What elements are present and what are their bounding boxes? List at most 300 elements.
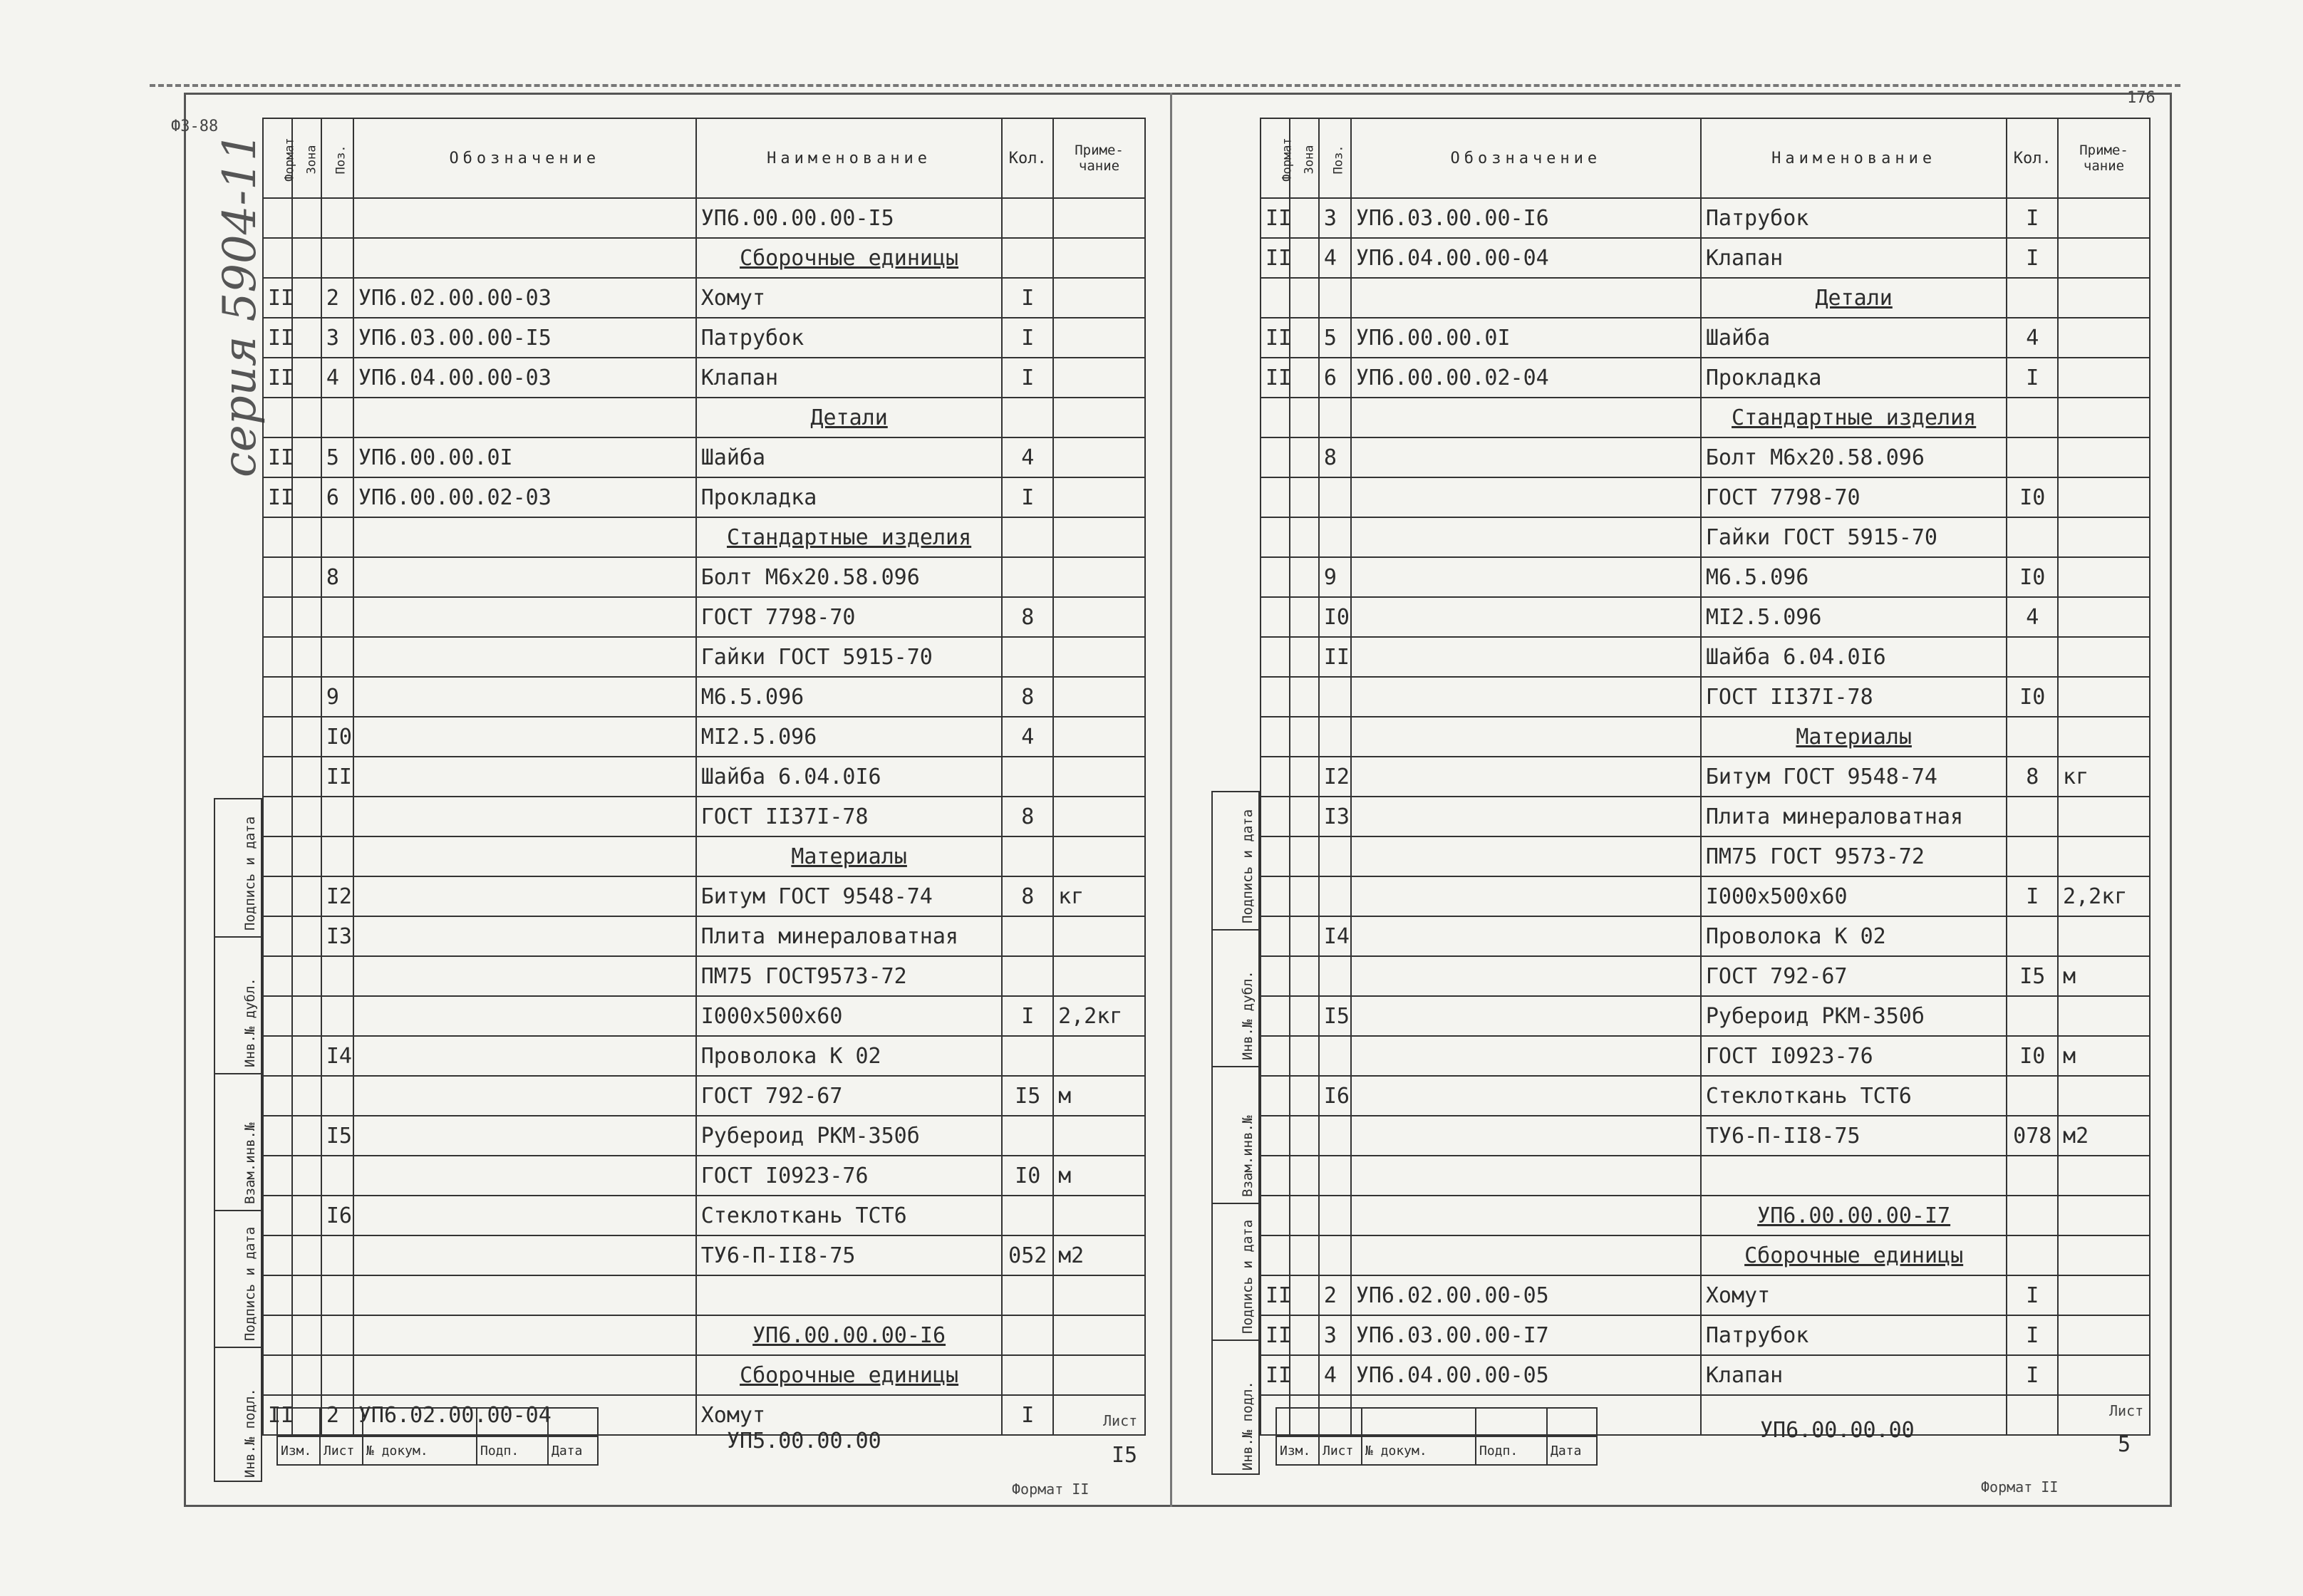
table-row [1261,1235,2150,1275]
cell-note [1053,637,1145,677]
cell-note [1053,477,1145,517]
cell-zone [292,557,321,597]
cell-zone [292,358,321,398]
cell-designation [353,996,696,1036]
cell-note [2058,238,2150,278]
cell-pos: 9 [1319,557,1351,597]
cell-zone [292,238,321,278]
table-row [1261,1355,2150,1395]
cell-name: УП6.00.00.00-I5 [696,198,1003,238]
cell-format [1261,836,1290,876]
cell-qty [1002,836,1053,876]
cell-pos: I4 [1319,916,1351,956]
cell-qty [2007,437,2058,477]
table-row [1261,318,2150,358]
cell-pos: I0 [1319,597,1351,637]
cell-note [2058,517,2150,557]
cell-note [1053,956,1145,996]
cell-note [1053,557,1145,597]
cell-pos: 2 [1319,1275,1351,1315]
cell-zone [292,1196,321,1235]
cell-zone [1290,836,1319,876]
table-row [263,956,1145,996]
table-row [1261,1116,2150,1156]
side-label: Подпись и дата [242,1226,258,1341]
cell-name: ГОСТ 7798-70 [696,597,1003,637]
cell-name: УП6.00.00.00-I6 [696,1315,1003,1355]
cell-qty: 8 [1002,677,1053,717]
cell-note [1053,358,1145,398]
cell-designation [1351,717,1701,757]
cell-qty [2007,637,2058,677]
cell-qty: 8 [1002,597,1053,637]
cell-designation [353,198,696,238]
cell-note [1053,1315,1145,1355]
cell-designation [1351,836,1701,876]
cell-pos: I4 [321,1036,353,1076]
cell-name: ГОСТ I0923-76 [1701,1036,2007,1076]
cell-name: Рубероид РКМ-350б [1701,996,2007,1036]
cell-designation [353,797,696,836]
cell-designation [353,757,696,797]
cell-pos [1319,956,1351,996]
table-row [1261,1196,2150,1235]
table-row [1261,1036,2150,1076]
cell-pos [321,1156,353,1196]
cell-zone [292,717,321,757]
cell-designation [353,597,696,637]
cell-qty [1002,1116,1053,1156]
cell-format [1261,278,1290,318]
cell-pos [1319,1116,1351,1156]
cell-qty: I [1002,318,1053,358]
cell-format [263,757,292,797]
cell-pos [1319,278,1351,318]
cell-format [1261,1156,1290,1196]
cell-qty [2007,517,2058,557]
cell-zone [292,1036,321,1076]
cell-name: Гайки ГОСТ 5915-70 [1701,517,2007,557]
cell-designation [353,1196,696,1235]
cell-name: Патрубок [1701,1315,2007,1355]
table-row [263,757,1145,797]
cell-format [1261,517,1290,557]
header-designation: Обозначение [1351,118,1701,198]
table-row [263,836,1145,876]
table-row [263,318,1145,358]
cell-zone [1290,996,1319,1036]
cell-format: II [263,477,292,517]
cell-pos [321,797,353,836]
cell-format [1261,757,1290,797]
cell-format: II [1261,198,1290,238]
cell-designation [1351,437,1701,477]
cell-qty [2007,916,2058,956]
cell-pos: I6 [1319,1076,1351,1116]
cell-name: УП6.00.00.00-I7 [1701,1196,2007,1235]
table-row [1261,757,2150,797]
cell-qty: 078 [2007,1116,2058,1156]
cell-qty [1002,916,1053,956]
cell-name: Патрубок [696,318,1003,358]
cell-pos [321,1235,353,1275]
header-format: Формат [263,118,292,198]
cell-zone [292,1116,321,1156]
cell-zone [292,1076,321,1116]
cell-name: ГОСТ II37I-78 [696,797,1003,836]
cell-designation [1351,1076,1701,1116]
cell-pos [321,1315,353,1355]
cell-name: МI2.5.096 [696,717,1003,757]
cell-qty: I [2007,1275,2058,1315]
cell-zone [1290,956,1319,996]
corner-code-left: ФЗ-88 [171,118,219,135]
cell-note [2058,1156,2150,1196]
cell-pos: II [321,757,353,797]
cell-designation [1351,398,1701,437]
cell-format [1261,956,1290,996]
cell-designation [353,956,696,996]
cell-designation [353,1156,696,1196]
cell-format: II [1261,318,1290,358]
cell-format [1261,916,1290,956]
cell-name: ГОСТ 792-67 [696,1076,1003,1116]
side-labels-left [214,798,262,1482]
cell-qty [2007,278,2058,318]
cell-qty: 8 [1002,876,1053,916]
cell-format: II [1261,1275,1290,1315]
cell-pos: 2 [321,1395,353,1435]
cell-designation [353,398,696,437]
cell-name: Клапан [1701,1355,2007,1395]
cell-qty [1002,398,1053,437]
cell-format: II [263,278,292,318]
cell-name: Материалы [696,836,1003,876]
cell-zone [1290,437,1319,477]
cell-qty [1002,637,1053,677]
cell-zone [292,1315,321,1355]
cell-designation [1351,876,1701,916]
cell-name: ПМ75 ГОСТ9573-72 [696,956,1003,996]
cell-qty: I [2007,238,2058,278]
cell-designation: УП6.03.00.00-I7 [1351,1315,1701,1355]
cell-format [1261,876,1290,916]
cell-zone [292,318,321,358]
side-label: Инв.№ дубл. [1240,970,1256,1060]
cell-zone [292,1275,321,1315]
cell-qty [2007,1076,2058,1116]
cell-pos [321,597,353,637]
cell-qty: I [2007,1355,2058,1395]
cell-note [2058,1275,2150,1315]
cell-pos: 6 [321,477,353,517]
cell-pos: I6 [321,1196,353,1235]
cell-note [1053,437,1145,477]
cell-zone [1290,198,1319,238]
cell-note [1053,1036,1145,1076]
cell-zone [292,996,321,1036]
stamp-podp: Подп. [1476,1436,1547,1465]
cell-name [1701,1156,2007,1196]
cell-designation: УП6.03.00.00-I5 [353,318,696,358]
cell-zone [292,198,321,238]
cell-format [263,916,292,956]
cell-zone [292,398,321,437]
cell-zone [1290,597,1319,637]
cell-zone [1290,398,1319,437]
table-row [1261,1156,2150,1196]
table-row [263,398,1145,437]
cell-designation [353,1235,696,1275]
cell-zone [1290,1275,1319,1315]
cell-designation [353,1315,696,1355]
cell-qty [1002,557,1053,597]
cell-format [263,1355,292,1395]
cell-pos: 4 [1319,1355,1351,1395]
cell-name: ПМ75 ГОСТ 9573-72 [1701,836,2007,876]
cell-name: Плита минераловатная [696,916,1003,956]
cell-note [1053,916,1145,956]
cell-zone [1290,278,1319,318]
cell-format [1261,1235,1290,1275]
cell-format: II [1261,238,1290,278]
cell-designation [353,717,696,757]
cell-pos: 5 [1319,318,1351,358]
table-row [1261,557,2150,597]
cell-designation [353,1036,696,1076]
cell-note [2058,637,2150,677]
cell-format [1261,637,1290,677]
cell-format: II [1261,358,1290,398]
table-row [1261,437,2150,477]
table-row [263,517,1145,557]
header-pos: Поз. [1319,118,1351,198]
stamp-izm: Изм. [277,1436,320,1465]
cell-name: Плита минераловатная [1701,797,2007,836]
cell-designation: УП6.00.00.02-04 [1351,358,1701,398]
header-note: Приме-чание [1053,118,1145,198]
cell-format [263,1196,292,1235]
center-fold [1170,93,1172,1507]
cell-name: I000х500х60 [1701,876,2007,916]
cell-designation: УП6.00.00.0I [353,437,696,477]
cell-pos [321,1275,353,1315]
cell-zone [1290,757,1319,797]
cell-zone [1290,797,1319,836]
stamp-izm: Изм. [1276,1436,1319,1465]
cell-qty: I0 [2007,677,2058,717]
table-row [1261,876,2150,916]
cell-note [2058,1196,2150,1235]
cell-note: м2 [1053,1235,1145,1275]
cell-note: 2,2кг [1053,996,1145,1036]
table-row [263,1355,1145,1395]
cell-qty [2007,1156,2058,1196]
table-row [1261,198,2150,238]
table-row [263,597,1145,637]
title-block-right [1275,1407,1598,1466]
table-row [1261,238,2150,278]
cell-format [263,797,292,836]
cell-format [263,876,292,916]
cell-pos: 9 [321,677,353,717]
cell-qty [2007,398,2058,437]
table-row [263,1275,1145,1315]
cell-format [1261,398,1290,437]
cell-zone [1290,1116,1319,1156]
cell-name: I000х500х60 [696,996,1003,1036]
cell-pos: 3 [1319,198,1351,238]
side-label: Инв.№ подл. [242,1388,258,1478]
cell-name: Стандартные изделия [696,517,1003,557]
cell-name: Сборочные единицы [1701,1235,2007,1275]
cell-qty [2007,1395,2058,1435]
cell-note [2058,1315,2150,1355]
cell-zone [292,1235,321,1275]
cell-zone [1290,916,1319,956]
format-left: Формат II [1012,1481,1090,1498]
cell-note: м [1053,1156,1145,1196]
cell-note [2058,1076,2150,1116]
cell-designation: УП6.04.00.00-03 [353,358,696,398]
cell-pos: I2 [321,876,353,916]
cell-qty [2007,996,2058,1036]
cell-format [1261,1036,1290,1076]
cell-qty [1002,1315,1053,1355]
title-block-left [276,1407,599,1466]
cell-pos [1319,398,1351,437]
cell-name: Стеклоткань ТСТ6 [696,1196,1003,1235]
cell-zone [292,477,321,517]
cell-qty: I0 [2007,1036,2058,1076]
cell-zone [1290,238,1319,278]
cell-qty: I5 [1002,1076,1053,1116]
table-row [263,1036,1145,1076]
stamp-list: Лист [1319,1436,1362,1465]
table-row [1261,597,2150,637]
cell-pos [321,1076,353,1116]
cell-designation: УП6.00.00.02-03 [353,477,696,517]
cell-format [1261,597,1290,637]
table-row [1261,1076,2150,1116]
cell-designation: УП6.03.00.00-I6 [1351,198,1701,238]
side-label: Подпись и дата [1240,809,1256,923]
cell-designation: УП6.04.00.00-05 [1351,1355,1701,1395]
cell-designation [1351,278,1701,318]
cell-format [263,557,292,597]
cell-qty [2007,836,2058,876]
cell-qty [1002,517,1053,557]
cell-designation [1351,557,1701,597]
cell-pos [1319,1196,1351,1235]
cell-format [263,1315,292,1355]
cell-zone [292,517,321,557]
cell-name: ГОСТ 792-67 [1701,956,2007,996]
cell-name: ГОСТ 7798-70 [1701,477,2007,517]
cell-zone [1290,477,1319,517]
cell-designation [353,1355,696,1395]
cell-designation [353,836,696,876]
cell-note [1053,597,1145,637]
cell-format [263,996,292,1036]
cell-pos [321,398,353,437]
cell-pos: 3 [1319,1315,1351,1355]
cell-note [1053,1196,1145,1235]
cell-note [1053,1275,1145,1315]
side-label: Подпись и дата [242,816,258,931]
cell-designation: УП6.04.00.00-04 [1351,238,1701,278]
cell-designation: УП6.02.00.00-03 [353,278,696,318]
cell-note [1053,198,1145,238]
cell-name: Патрубок [1701,198,2007,238]
cell-format: II [263,1395,292,1435]
cell-format: II [263,437,292,477]
cell-note [2058,597,2150,637]
cell-note [1053,398,1145,437]
cell-name: М6.5.096 [1701,557,2007,597]
table-row [263,477,1145,517]
cell-zone [292,278,321,318]
cell-zone [292,437,321,477]
cell-qty: 4 [1002,717,1053,757]
cell-format [1261,797,1290,836]
cell-qty: 8 [2007,757,2058,797]
cell-note [1053,836,1145,876]
cell-name: Хомут [1701,1275,2007,1315]
cell-name: Рубероид РКМ-350б [696,1116,1003,1156]
cell-qty: I [1002,358,1053,398]
cell-note [2058,278,2150,318]
cell-pos [1319,677,1351,717]
cell-zone [1290,876,1319,916]
cell-qty [1002,1036,1053,1076]
header-note: Приме-чание [2058,118,2150,198]
cell-designation [1351,1156,1701,1196]
cell-pos [1319,1235,1351,1275]
sheet-label-left: Лист [1103,1412,1138,1429]
cell-note [2058,996,2150,1036]
cell-name: Материалы [1701,717,2007,757]
stamp-ndoc: № докум. [363,1436,477,1465]
cell-name: Клапан [696,358,1003,398]
table-row [263,1235,1145,1275]
cell-name: Сборочные единицы [696,1355,1003,1395]
table-row [263,198,1145,238]
table-row [1261,278,2150,318]
stamp-data: Дата [548,1436,598,1465]
cell-note [2058,477,2150,517]
cell-designation [1351,1235,1701,1275]
cell-zone [1290,1156,1319,1196]
document-code-right: УП6.00.00.00 [1760,1418,1915,1443]
cell-designation [1351,597,1701,637]
cell-zone [1290,1355,1319,1395]
cell-qty: I5 [2007,956,2058,996]
cell-qty: I [2007,1315,2058,1355]
cell-designation [353,557,696,597]
cell-note [2058,557,2150,597]
cell-name [696,1275,1003,1315]
cell-zone [1290,1036,1319,1076]
cell-qty [1002,757,1053,797]
cell-note [2058,1355,2150,1395]
cell-format: II [263,358,292,398]
cell-note [2058,198,2150,238]
cell-format [1261,996,1290,1036]
spec-table-right [1260,118,2151,1436]
cell-name: Шайба [1701,318,2007,358]
cell-qty: I [1002,1395,1053,1435]
